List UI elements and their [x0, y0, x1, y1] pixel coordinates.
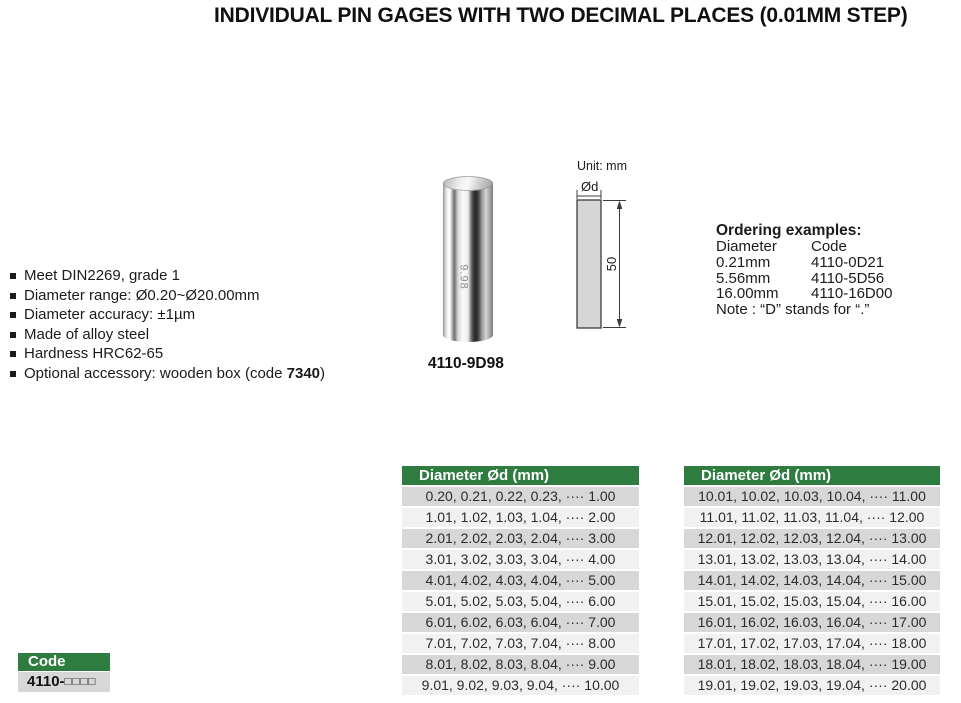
feature-item: [10, 266, 325, 286]
length-dim-label: 50: [604, 256, 619, 272]
ordering-column-headers: [716, 239, 892, 255]
ordering-rows: [716, 255, 892, 302]
pin-engraving: 9.98: [457, 264, 470, 290]
table-row: 11.01, 11.02, 11.03, 11.04, ···· 12.00: [684, 508, 940, 529]
ordering-note: Note : “D” stands for “.”: [716, 301, 870, 319]
table-row: 0.20, 0.21, 0.22, 0.23, ···· 1.00: [402, 487, 639, 508]
feature-text: Diameter range: Ø0.20~Ø20.00mm: [24, 286, 260, 304]
ordering-code: 4110-16D00: [811, 285, 893, 303]
feature-text: Hardness HRC62-65: [24, 345, 164, 362]
bullet-square-icon: [10, 312, 16, 318]
table-row: 1.01, 1.02, 1.03, 1.04, ···· 2.00: [402, 508, 639, 529]
bullet-square-icon: [10, 332, 16, 338]
ordering-code: 4110-5D56: [811, 269, 885, 287]
ordering-col-code: Code: [811, 238, 847, 255]
product-code-caption: 4110-9D98: [428, 355, 504, 372]
pin-top-cap: [443, 176, 493, 191]
diameter-table-left: [402, 466, 639, 697]
unit-label: Unit: mm: [577, 159, 627, 173]
code-box-value: [18, 672, 110, 692]
pin-outline-rect: [577, 200, 601, 328]
table-body: [402, 487, 639, 697]
table-row: 10.01, 10.02, 10.03, 10.04, ···· 11.00: [684, 487, 940, 508]
ordering-examples: [716, 222, 892, 318]
page-title: INDIVIDUAL PIN GAGES WITH TWO DECIMAL PLACES (0.01MM STEP): [214, 4, 908, 27]
code-prefix: 4110-: [27, 673, 65, 690]
table-row: 12.01, 12.02, 12.03, 12.04, ···· 13.00: [684, 529, 940, 550]
feature-item: [10, 364, 325, 384]
code-placeholder-boxes: □□□□: [64, 675, 97, 688]
ordering-row: [716, 286, 892, 302]
features-list: [10, 266, 325, 383]
feature-item: [10, 305, 325, 325]
ordering-diameter: 0.21mm: [716, 253, 771, 271]
table-row: 17.01, 17.02, 17.03, 17.04, ···· 18.00: [684, 634, 940, 655]
table-body: [684, 487, 940, 697]
table-row: 4.01, 4.02, 4.03, 4.04, ···· 5.00: [402, 571, 639, 592]
table-row: 16.01, 16.02, 16.03, 16.04, ···· 17.00: [684, 613, 940, 634]
table-row: 19.01, 19.02, 19.03, 19.04, ···· 20.00: [684, 676, 940, 697]
table-header: Diameter Ød (mm): [684, 466, 940, 487]
ordering-diameter: 5.56mm: [716, 269, 771, 287]
table-row: 18.01, 18.02, 18.03, 18.04, ···· 19.00: [684, 655, 940, 676]
table-header: Diameter Ød (mm): [402, 466, 639, 487]
ordering-row: [716, 271, 892, 287]
feature-item: [10, 325, 325, 345]
ordering-code: 4110-0D21: [811, 253, 885, 271]
bullet-square-icon: [10, 351, 16, 357]
code-box: [18, 653, 110, 692]
bullet-square-icon: [10, 273, 16, 279]
table-row: 3.01, 3.02, 3.03, 3.04, ···· 4.00: [402, 550, 639, 571]
ordering-heading: Ordering examples:: [716, 222, 862, 239]
feature-text: Diameter accuracy: ±1µm: [24, 306, 196, 323]
bullet-square-icon: [10, 293, 16, 299]
table-row: 9.01, 9.02, 9.03, 9.04, ···· 10.00: [402, 676, 639, 697]
code-box-header: Code: [18, 653, 110, 672]
pin-body: [443, 183, 493, 342]
diameter-dim-label: Ød: [581, 179, 599, 194]
table-row: 2.01, 2.02, 2.03, 2.04, ···· 3.00: [402, 529, 639, 550]
table-row: 6.01, 6.02, 6.03, 6.04, ···· 7.00: [402, 613, 639, 634]
table-row: 7.01, 7.02, 7.03, 7.04, ···· 8.00: [402, 634, 639, 655]
feature-text: Made of alloy steel: [24, 325, 150, 343]
table-row: 14.01, 14.02, 14.03, 14.04, ···· 15.00: [684, 571, 940, 592]
feature-item: [10, 344, 325, 364]
bullet-square-icon: [10, 371, 16, 377]
arrow-down-icon: [617, 319, 623, 328]
table-row: 13.01, 13.02, 13.03, 13.04, ···· 14.00: [684, 550, 940, 571]
table-row: 5.01, 5.02, 5.03, 5.04, ···· 6.00: [402, 592, 639, 613]
ordering-row: [716, 255, 892, 271]
dimension-drawing: [560, 158, 645, 338]
diameter-table-right: [684, 466, 940, 697]
feature-text: Optional accessory: wooden box (code 7340): [24, 364, 326, 382]
feature-text: Meet DIN2269, grade 1: [24, 267, 180, 284]
arrow-up-icon: [617, 201, 623, 210]
table-row: 8.01, 8.02, 8.03, 8.04, ···· 9.00: [402, 655, 639, 676]
ordering-col-diameter: Diameter: [716, 238, 777, 255]
feature-item: [10, 286, 325, 306]
table-row: 15.01, 15.02, 15.03, 15.04, ···· 16.00: [684, 592, 940, 613]
pin-gage-photo: [443, 176, 493, 342]
ordering-diameter: 16.00mm: [716, 285, 779, 303]
